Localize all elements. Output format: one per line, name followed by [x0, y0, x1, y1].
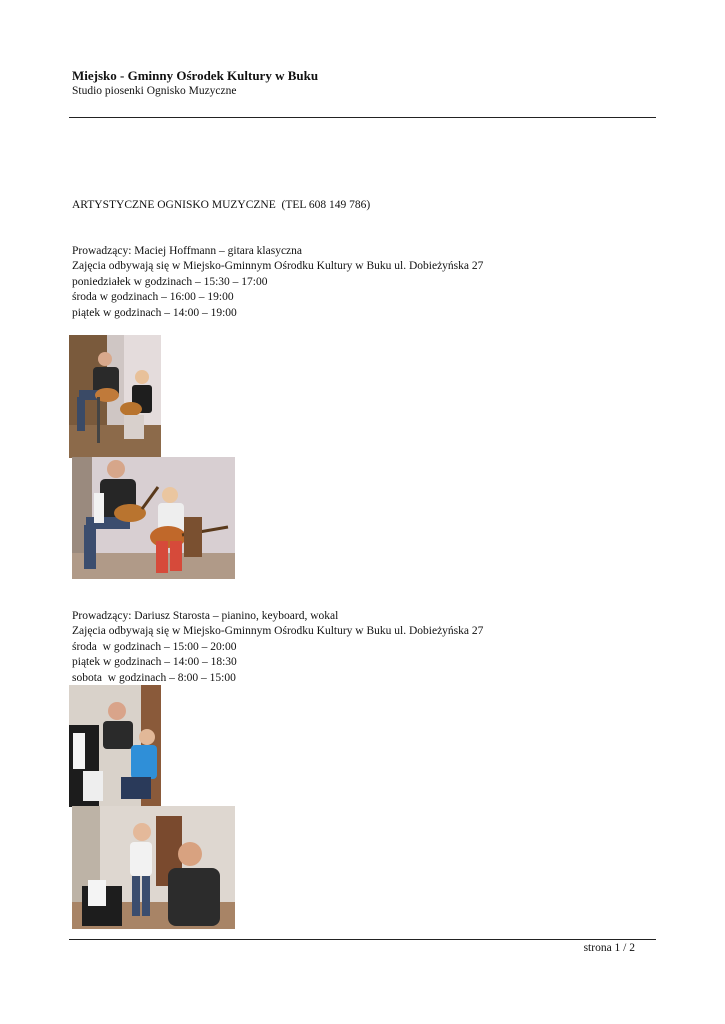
piano-lesson-photo	[69, 685, 161, 807]
schedule-line: sobota w godzinach – 8:00 – 15:00	[72, 671, 236, 684]
guitar-lesson-photo	[72, 457, 235, 579]
schedule-line: środa w godzinach – 15:00 – 20:00	[72, 640, 237, 653]
instructor-line: Prowadzący: Dariusz Starosta – pianino, keyboard, wokal	[72, 610, 339, 622]
section-heading: ARTYSTYCZNE OGNISKO MUZYCZNE (TEL 608 149 786)	[72, 199, 371, 211]
location-line: Zajęcia odbywają się w Miejsko-Gminnym Ośrodku Kultury w Buku ul. Dobieżyńska 27	[72, 260, 484, 273]
footer-divider	[69, 939, 656, 940]
schedule-line: środa w godzinach – 16:00 – 19:00	[72, 291, 234, 304]
guitar-lesson-photo	[69, 335, 161, 458]
instructor-line: Prowadzący: Maciej Hoffmann – gitara klasyczna	[72, 245, 303, 257]
schedule-line: poniedziałek w godzinach – 15:30 – 17:00	[72, 275, 268, 288]
document-title: Miejsko - Gminny Ośrodek Kultury w Buku	[72, 68, 319, 83]
document-subtitle: Studio piosenki Ognisko Muzyczne	[72, 85, 237, 97]
page-number: strona 1 / 2	[583, 942, 635, 954]
piano-class-info	[72, 609, 483, 686]
schedule-line: piątek w godzinach – 14:00 – 19:00	[72, 306, 237, 319]
header-divider	[69, 117, 656, 118]
location-line: Zajęcia odbywają się w Miejsko-Gminnym Ośrodku Kultury w Buku ul. Dobieżyńska 27	[72, 625, 484, 638]
guitar-class-info	[72, 244, 483, 321]
schedule-line: piątek w godzinach – 14:00 – 18:30	[72, 656, 237, 669]
vocal-lesson-photo	[72, 806, 235, 929]
